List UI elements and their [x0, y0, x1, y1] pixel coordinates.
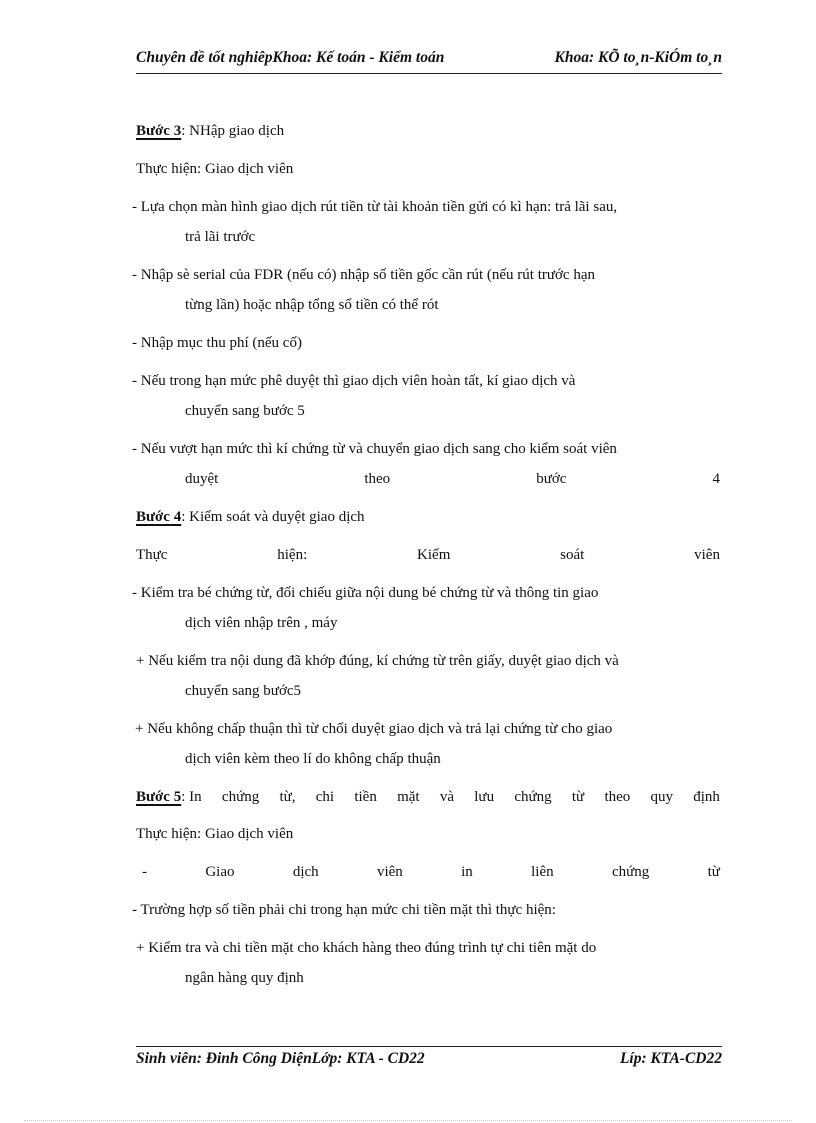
- step5-label: Bước 5: [136, 789, 182, 805]
- step4-item-1-line2: dịch viên nhập trên , máy: [185, 615, 338, 631]
- word: theo: [364, 471, 391, 487]
- step5-print-line: [142, 863, 720, 881]
- word: 4: [712, 471, 720, 487]
- footer-right-text: Líp: KTA-CD22: [619, 1050, 722, 1067]
- step3-heading: [136, 122, 284, 140]
- word: từ: [571, 789, 585, 805]
- step3-label: Bước 3: [136, 123, 182, 139]
- word: viên: [694, 547, 720, 563]
- header-left-text: Chuyên đề tốt nghiêpKhoa: Kế toán - Kiểm toán: [136, 49, 445, 66]
- step3-item-5-line1: - Nếu vượt hạn mức thì kí chứng từ và chuyển giao dịch sang cho kiểm soát viên: [132, 441, 617, 457]
- word: in: [461, 864, 473, 880]
- step5-performer: Thực hiện: Giao dịch viên: [136, 826, 294, 842]
- step3-item-4-line1: - Nếu trong hạn mức phê duyệt thì giao dịch viên hoàn tất, kí giao dịch và: [132, 373, 576, 389]
- word: và: [439, 789, 455, 805]
- step4-label: Bước 4: [136, 509, 182, 525]
- word: Thực: [136, 547, 168, 563]
- step5-item-2-line1: + Kiểm tra và chi tiền mặt cho khách hàng theo đúng trình tự chi tiên mặt do: [136, 940, 597, 956]
- step4-item-3-line2: dịch viên kèm theo lí do không chấp thuận: [185, 751, 441, 767]
- step5-item-2-line2: ngân hàng quy định: [185, 970, 304, 986]
- word: chứng: [221, 789, 260, 805]
- page-footer: [136, 1046, 722, 1073]
- step4-title: : Kiểm soát và duyệt giao dịch: [181, 509, 365, 525]
- step3-performer: Thực hiện: Giao dịch viên: [136, 161, 294, 177]
- step3-item-1-line1: - Lựa chọn màn hình giao dịch rút tiền từ tài khoản tiền gửi có kì hạn: trả lãi sau,: [132, 199, 618, 215]
- word: viên: [376, 864, 403, 880]
- word: -: [142, 864, 147, 880]
- step4-item-2-line2: chuyển sang bước5: [185, 683, 302, 699]
- step3-item-2-line1: - Nhập sè serial của FDR (nếu có) nhập số tiền gốc cần rút (nếu rút trước hạn: [132, 267, 595, 283]
- word: Giao: [205, 864, 235, 880]
- word: soát: [560, 547, 585, 563]
- step3-item-5-line2: [185, 470, 720, 488]
- step3-item-3-line1: - Nhập mục thu phí (nếu cố): [132, 335, 302, 351]
- step3-item-4-line2: chuyển sang bước 5: [185, 403, 305, 419]
- word: chi: [315, 789, 335, 805]
- step3-title: : NHập giao dịch: [181, 123, 285, 139]
- word: tiền: [354, 789, 377, 805]
- word: định: [693, 789, 720, 805]
- step4-item-1-line1: - Kiểm tra bé chứng từ, đối chiếu giữa nội dung bé chứng từ và thông tin giao: [132, 585, 599, 601]
- word: từ,: [279, 789, 296, 805]
- word: mặt: [397, 789, 420, 805]
- step4-performer: [136, 546, 720, 564]
- word: chứng: [611, 864, 650, 880]
- word: dịch: [292, 864, 319, 880]
- step5-item-1-line1: - Trường hợp số tiền phải chi trong hạn mức chi tiền mặt thì thực hiện:: [132, 902, 556, 918]
- header-right-text: Khoa: KÕ to¸n-KiÓm to¸n: [554, 49, 722, 66]
- step4-heading: [136, 508, 365, 526]
- page-header: [136, 47, 722, 74]
- word: duyệt: [185, 471, 219, 487]
- word: lưu: [474, 789, 495, 805]
- word: Kiểm: [417, 547, 451, 563]
- word: bước: [536, 471, 567, 487]
- step4-item-2-line1: + Nếu kiểm tra nội dung đã khớp đúng, kí chứng từ trên giấy, duyệt giao dịch và: [136, 653, 619, 669]
- footer-left-text: Sinh viên: Đinh Công DiệnLớp: KTA - CD22: [136, 1050, 425, 1067]
- word: chứng: [514, 789, 552, 805]
- word: liên: [531, 864, 554, 880]
- step4-item-3-line1: + Nếu không chấp thuận thì từ chối duyệt giao dịch và trả lại chứng từ cho giao: [135, 721, 613, 737]
- step3-item-2-line2: từng lần) hoặc nhập tổng số tiền có thể rót: [185, 297, 439, 313]
- word: hiện:: [277, 547, 308, 563]
- word: theo: [604, 789, 631, 805]
- page-bottom-divider: [24, 1120, 792, 1121]
- step3-item-1-line2: trả lãi trước: [185, 229, 256, 245]
- word: quy: [650, 789, 674, 805]
- word: từ: [707, 864, 720, 880]
- step5-heading: Bước 5: In chứng từ, chi tiền mặt và lưu chứng từ theo quy định: [136, 789, 720, 805]
